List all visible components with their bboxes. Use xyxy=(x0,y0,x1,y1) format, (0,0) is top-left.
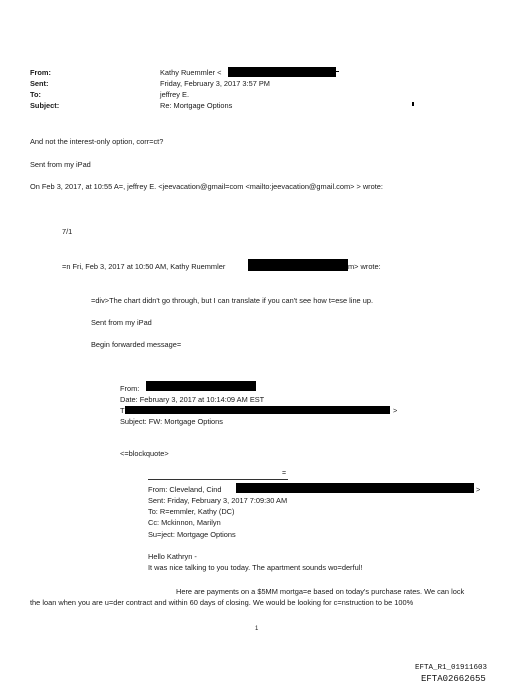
fwd-date: Date: February 3, 2017 at 10:14:09 AM EST xyxy=(120,395,265,404)
inner-para1: Here are payments on a $5MM mortga=e based on today's purchase rates. We can lock xyxy=(176,587,465,596)
body-line-begin-forwarded: Begin forwarded message= xyxy=(91,340,182,349)
body-line-sent-from: Sent from my iPad xyxy=(30,160,91,169)
redaction-bar xyxy=(125,406,390,414)
footer-code-2: EFTA02662655 xyxy=(421,674,486,684)
fwd-to-suffix: > xyxy=(393,406,398,415)
body-line-chart: =div>The chart didn't go through, but I can translate if you can't see how t=ese line up. xyxy=(91,296,373,305)
footer-code-1: EFTA_R1_01911603 xyxy=(415,664,488,672)
fwd-to-prefix: T xyxy=(120,406,125,415)
inner-nice: It was nice talking to you today. The apartment sounds wo=derful! xyxy=(148,563,363,572)
inner-to: To: R=emmler, Kathy (DC) xyxy=(148,507,235,516)
body-line-fri-wrote: =n Fri, Feb 3, 2017 at 10:50 AM, Kathy Ruemmler xyxy=(62,262,226,271)
inner-para2: the loan when you are u=der contract and within 60 days of closing. We would be looking for c=nstruction to be 100% xyxy=(30,598,414,607)
redaction-bar xyxy=(248,259,348,271)
inner-from-suffix: > xyxy=(476,485,481,494)
subject-label: Subject: xyxy=(30,101,60,110)
fwd-from: From: xyxy=(120,384,140,393)
body-line-question: And not the interest-only option, corr=ct? xyxy=(30,137,164,146)
to-value: jeffrey E. xyxy=(160,90,190,99)
body-line-on-wrote: On Feb 3, 2017, at 10:55 A=, jeffrey E. <jeevacation@gmail=com <mailto:jeevacation@gmail.com> > wrote: xyxy=(30,182,383,191)
stray-mark xyxy=(412,102,414,106)
sent-label: Sent: xyxy=(30,79,49,88)
from-label: From: xyxy=(30,68,51,77)
redaction-bar xyxy=(146,381,256,391)
subject-value: Re: Mortgage Options xyxy=(160,101,233,110)
redaction-bar xyxy=(236,483,474,493)
sent-value: Friday, February 3, 2017 3:57 PM xyxy=(160,79,270,88)
fwd-subject: Subject: FW: Mortgage Options xyxy=(120,417,223,426)
body-line-sent-from-2: Sent from my iPad xyxy=(91,318,152,327)
to-label: To: xyxy=(30,90,41,99)
inner-cc: Cc: Mckinnon, Marilyn xyxy=(148,518,221,527)
body-line-number: 7/1 xyxy=(62,227,73,236)
inner-from: From: Cleveland, Cind xyxy=(148,485,222,494)
separator-mark: = xyxy=(282,470,287,477)
from-value: Kathy Ruemmler < xyxy=(160,68,222,77)
blockquote-marker: <=blockquote> xyxy=(120,449,169,458)
inner-subject: Su=ject: Mortgage Options xyxy=(148,530,236,539)
redaction-bar xyxy=(228,67,336,77)
body-line-wrote-suffix: m> wrote: xyxy=(348,262,381,271)
redaction-tick xyxy=(336,71,339,72)
inner-sent: Sent: Friday, February 3, 2017 7:09:30 AM xyxy=(148,496,288,505)
separator-rule xyxy=(148,479,288,480)
inner-greeting: Hello Kathryn - xyxy=(148,552,197,561)
page-number: 1 xyxy=(255,626,259,632)
